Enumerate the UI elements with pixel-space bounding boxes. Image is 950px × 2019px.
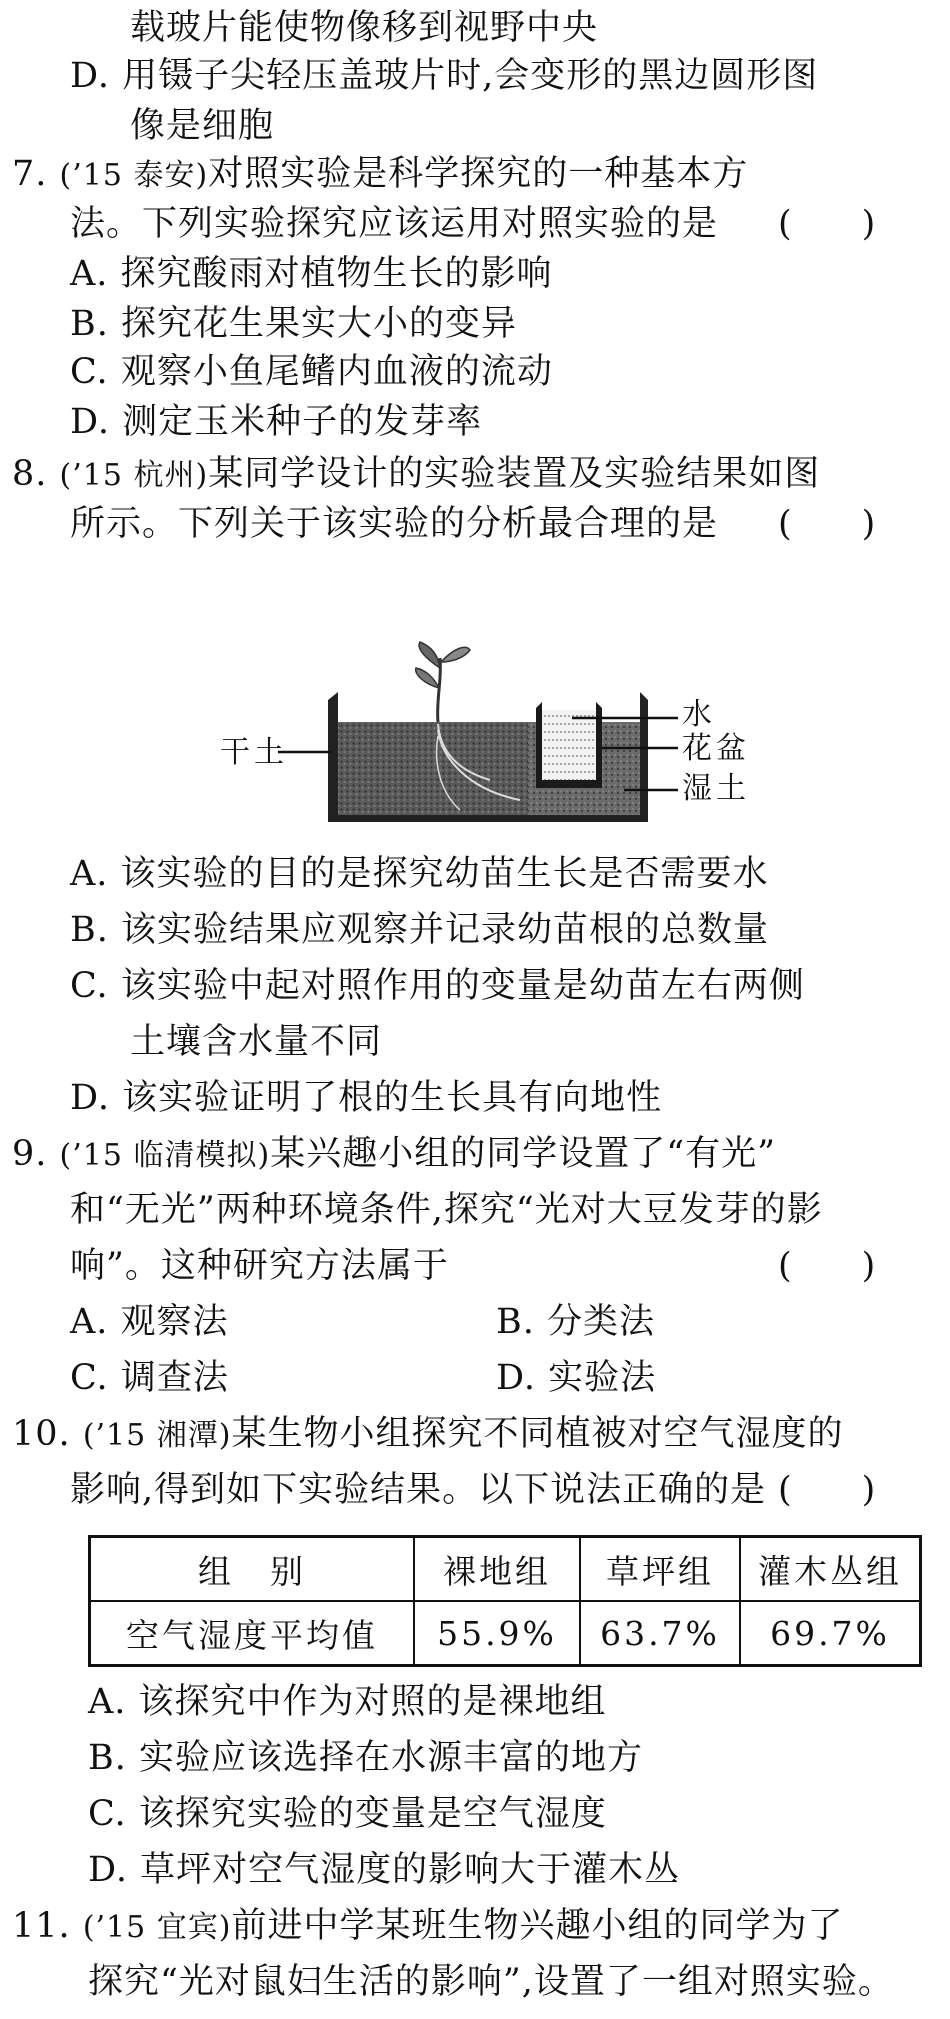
question-7-stem-continuation: 法。下列实验探究应该运用对照实验的是 xyxy=(70,204,719,244)
question-number: 9. xyxy=(12,1134,48,1174)
question-number: 8. xyxy=(12,454,48,494)
question-8-stem-continuation: 所示。下列关于该实验的分析最合理的是 xyxy=(70,504,719,544)
answer-blank: ( ) xyxy=(778,204,876,244)
water-icon xyxy=(542,710,596,780)
question-number: 11. xyxy=(12,1906,71,1946)
question-7-stem: 7. (’15 泰安)对照实验是科学探究的一种基本方 xyxy=(12,154,749,194)
flower-pot-label: 花盆 xyxy=(682,731,750,766)
answer-blank: ( ) xyxy=(778,1470,876,1510)
question-8-stem: 8. (’15 杭州)某同学设计的实验装置及实验结果如图 xyxy=(12,454,821,494)
wet-soil-label: 湿土 xyxy=(682,771,750,806)
option-d: D. 实验法 xyxy=(496,1358,657,1398)
water-label: 水 xyxy=(682,697,716,732)
option-c-continuation: 土壤含水量不同 xyxy=(130,1022,383,1062)
answer-blank: ( ) xyxy=(778,1246,876,1286)
option-d-previous: D. 用镊子尖轻压盖玻片时,会变形的黑边圆形图 xyxy=(70,56,819,96)
table-header-cell: 裸地组 xyxy=(414,1537,580,1602)
humidity-table xyxy=(88,1535,922,1667)
option-a: A. 观察法 xyxy=(70,1302,229,1342)
option-b: B. 探究花生果实大小的变异 xyxy=(70,304,518,344)
option-a: A. 该探究中作为对照的是裸地组 xyxy=(88,1682,607,1722)
question-number: 10. xyxy=(12,1414,71,1454)
table-header-cell: 草坪组 xyxy=(580,1537,740,1602)
question-9-stem: 9. (’15 临清模拟)某兴趣小组的同学设置了“有光” xyxy=(12,1134,776,1174)
question-source: (’15 杭州) xyxy=(59,458,209,493)
option-b: B. 实验应该选择在水源丰富的地方 xyxy=(88,1738,644,1778)
table-cell: 55.9% xyxy=(414,1601,580,1666)
question-9-stem-continuation: 和“无光”两种环境条件,探究“光对大豆发芽的影 xyxy=(70,1190,823,1230)
question-number: 7. xyxy=(12,154,48,194)
table-header-row xyxy=(90,1537,921,1602)
option-d: D. 该实验证明了根的生长具有向地性 xyxy=(70,1078,663,1118)
option-d: D. 测定玉米种子的发芽率 xyxy=(70,402,483,442)
experiment-figure xyxy=(220,640,780,840)
question-9-stem-continuation: 响”。这种研究方法属于 xyxy=(70,1246,449,1286)
answer-blank: ( ) xyxy=(778,504,876,544)
table-cell: 空气湿度平均值 xyxy=(90,1601,415,1666)
previous-option-continuation: 载玻片能使物像移到视野中央 xyxy=(130,8,599,48)
question-source: (’15 临清模拟) xyxy=(59,1138,271,1173)
question-11-stem: 11. (’15 宜宾)前进中学某班生物兴趣小组的同学为了 xyxy=(12,1906,844,1946)
option-b: B. 该实验结果应观察并记录幼苗根的总数量 xyxy=(70,910,770,950)
table-header-cell: 灌木丛组 xyxy=(740,1537,921,1602)
option-d: D. 草坪对空气湿度的影响大于灌木丛 xyxy=(88,1850,681,1890)
table-cell: 63.7% xyxy=(580,1601,740,1666)
option-c: C. 调查法 xyxy=(70,1358,229,1398)
dry-soil-label: 干土 xyxy=(220,735,288,770)
question-source: (’15 泰安) xyxy=(59,158,209,193)
option-d-previous-continuation: 像是细胞 xyxy=(130,106,275,146)
dry-soil-icon xyxy=(338,722,528,815)
table-header-cell: 组 别 xyxy=(90,1537,415,1602)
option-c: C. 该实验中起对照作用的变量是幼苗左右两侧 xyxy=(70,966,805,1006)
table-row xyxy=(90,1601,921,1666)
question-11-stem-continuation: 探究“光对鼠妇生活的影响”,设置了一组对照实验。 xyxy=(88,1962,894,2002)
option-c: C. 观察小鱼尾鳍内血液的流动 xyxy=(70,352,553,392)
question-10-stem: 10. (’15 湘潭)某生物小组探究不同植被对空气湿度的 xyxy=(12,1414,844,1454)
option-a: A. 该实验的目的是探究幼苗生长是否需要水 xyxy=(70,854,769,894)
option-a: A. 探究酸雨对植物生长的影响 xyxy=(70,254,553,294)
question-source: (’15 湘潭) xyxy=(82,1418,232,1453)
question-10-stem-continuation: 影响,得到如下实验结果。以下说法正确的是 xyxy=(70,1470,767,1510)
table-cell: 69.7% xyxy=(740,1601,921,1666)
option-b: B. 分类法 xyxy=(496,1302,656,1342)
question-source: (’15 宜宾) xyxy=(82,1910,232,1945)
option-c: C. 该探究实验的变量是空气湿度 xyxy=(88,1794,607,1834)
